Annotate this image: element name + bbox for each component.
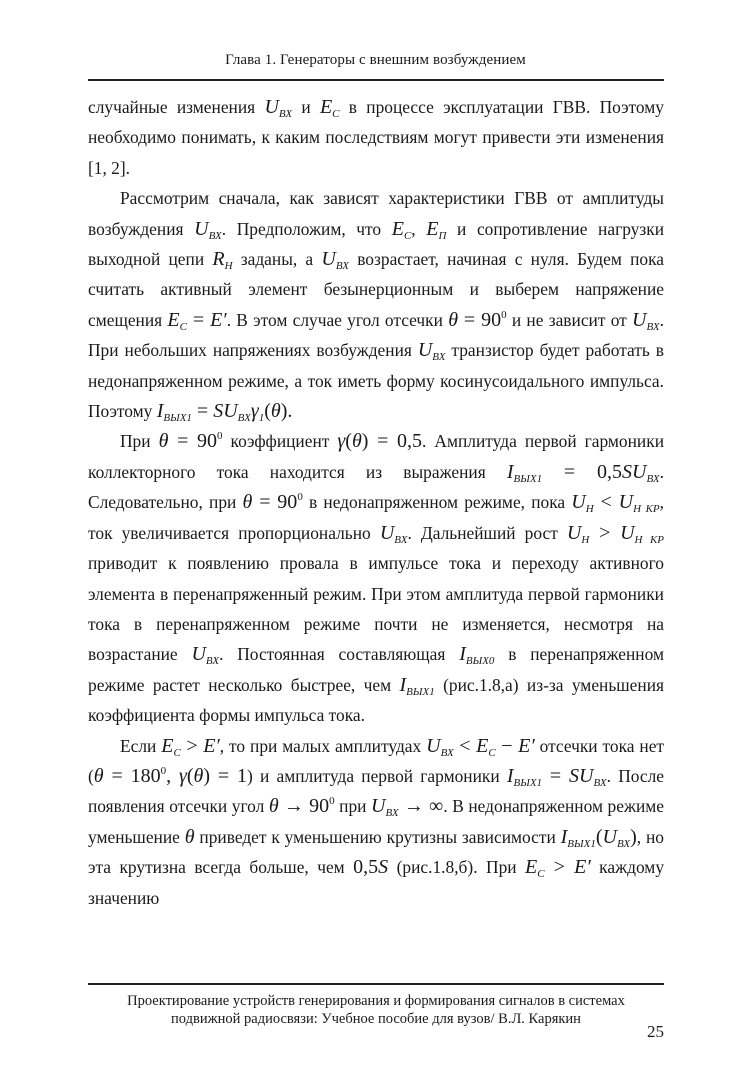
text-run: . Следовательно, при <box>88 461 664 513</box>
formula: $I_{ВЫХ0}$ <box>459 643 495 668</box>
formula: $I_{ВЫХ1} = SU_{ВХ}\gamma_1(\theta)$ <box>156 400 288 425</box>
text-run: (рис.1.8,б). При <box>388 857 526 878</box>
text-run: в процессе эксплуатации ГВВ. Поэтому необходимо понимать, к каким последствиям могут привести эти изменения [1, 2]. <box>88 97 664 178</box>
text-run: . В этом случае угол отсечки <box>226 309 449 330</box>
period: . <box>287 400 293 423</box>
text-run: коэффициент <box>222 431 338 452</box>
paragraph-1 <box>88 92 664 183</box>
text-run: При <box>120 431 159 452</box>
text-run: . Предположим, что <box>221 218 392 239</box>
text-run: заданы, а <box>232 249 322 270</box>
footer-line-2: подвижной радиосвязи: Учебное пособие для вузов/ В.Л. Карякин <box>171 1011 581 1027</box>
text-run: и <box>292 97 320 117</box>
text-run: , ток увеличивается пропорционально <box>88 492 665 543</box>
text-run: . После появления отсечки угол <box>88 765 665 817</box>
text-run: транзистор будет работать в недонапряженном режиме, а ток иметь форму косинусоидального импульса. Поэтому <box>88 340 664 422</box>
text-run: приведет к уменьшению крутизны зависимости <box>194 826 561 847</box>
text-run: . При небольших напряжениях возбуждения <box>88 309 664 361</box>
formula: $\theta = 180^0$, γ(θ) = 1 <box>93 764 248 787</box>
text-run: . Амплитуда первой гармоники коллекторного тока находится из выражения <box>88 431 664 482</box>
text-run: в недонапряженном режиме, пока <box>302 492 572 513</box>
text-run: ) и амплитуда первой гармоники <box>247 765 507 786</box>
formula: θ <box>184 825 195 848</box>
formula: $U_{ВХ}$ <box>379 521 408 546</box>
formula: $I_{ВЫХ1} = 0,5SU_{ВХ}$ <box>506 460 660 485</box>
formula: $\theta = 90^0$ <box>242 491 303 514</box>
text-run: отсечки тока нет ( <box>88 735 665 786</box>
footer-rule <box>88 983 664 985</box>
formula: 0,5S <box>353 856 389 879</box>
text-run: и не зависит от <box>506 309 633 330</box>
formula: $\theta = 90^0$ <box>158 430 223 453</box>
formula: $\theta \to 90^0$ <box>268 795 335 818</box>
formula: $R_Н$ <box>212 248 233 273</box>
footer-line-1: Проектирование устройств генерирования и формирования сигналов в системах <box>127 993 625 1009</box>
text-run: приводит к появлению провала в импульсе тока и переходу активного элемента в перенапряженный режим. При этом амплитуда первой гармоники тока в перенапряженном режиме почти не изменяется, несмотря на возрастание <box>88 553 664 665</box>
text-run: Рассмотрим сначала, как зависят характеристики ГВВ от амплитуды возбуждения <box>88 188 664 239</box>
running-footer <box>88 992 664 1028</box>
text-run: , но эта крутизна всегда больше, чем <box>88 826 665 878</box>
text-run: , то при малых амплитудах <box>219 735 427 756</box>
formula: $I_{ВЫХ1}$ <box>399 673 435 698</box>
formula: $U_{ВХ} < E_С - E'$ <box>426 734 535 759</box>
formula: γ(θ) = 0,5 <box>337 430 423 453</box>
paragraph-4 <box>88 731 664 913</box>
formula: $U_{ВХ}$ → ∞ <box>371 795 444 820</box>
formula: $E_С > E'$ <box>161 734 220 759</box>
formula: $I_{ВЫХ1}(U_{ВХ})$ <box>560 825 637 850</box>
formula: $U_{ВХ}$ <box>191 643 220 668</box>
formula: $U_{ВХ}$ <box>417 339 446 364</box>
text-run: . Постоянная составляющая <box>219 644 460 665</box>
text-run: и сопротивление нагрузки выходной цепи <box>88 218 665 270</box>
formula: $U_{ВХ}$ <box>321 248 349 273</box>
formula: $U_{ВХ}$ <box>632 308 660 333</box>
formula: $E_С = E'$ <box>167 308 227 333</box>
page-number: 25 <box>647 1022 664 1041</box>
formula: $E_С > E'$ <box>525 856 591 881</box>
text-run: Если <box>120 735 162 756</box>
formula: $E_С$ <box>391 217 412 242</box>
text-run: , <box>411 218 427 239</box>
text-run: каждому значению <box>88 857 665 908</box>
text-run: . В недонапряженном режиме уменьшение <box>88 796 664 847</box>
formula: $U_{ВХ}$ <box>194 217 222 242</box>
text-run: возрастает, начиная с нуля. Будем пока считать активный элемент безынерционным и выберем напряжение смещения <box>88 249 664 330</box>
formula: $I_{ВЫХ1} = SU_{ВХ}$ <box>506 764 607 789</box>
text-run: случайные изменения <box>88 97 265 117</box>
formula: $\theta = 90^0$ <box>448 308 507 331</box>
formula: $U_Н < U_{Н КР}$ <box>571 491 660 516</box>
header-rule <box>88 79 664 81</box>
paragraph-3 <box>88 426 664 730</box>
formula: $E_С$ <box>319 96 340 120</box>
text-run: при <box>334 796 372 817</box>
text-run: в перенапряженном режиме растет несколько быстрее, чем <box>88 644 664 695</box>
body-text <box>88 92 664 913</box>
formula: $U_{ВХ}$ <box>264 96 293 120</box>
paragraph-2 <box>88 183 664 426</box>
text-run: . Дальнейший рост <box>407 522 567 543</box>
formula: $U_Н > U_{Н КР}$ <box>566 521 665 546</box>
text-run: (рис.1.8,а) из-за уменьшения коэффициента формы импульса тока. <box>88 674 664 726</box>
running-header: Глава 1. Генераторы с внешним возбуждением <box>225 52 526 68</box>
formula: $E_П$ <box>426 217 447 242</box>
